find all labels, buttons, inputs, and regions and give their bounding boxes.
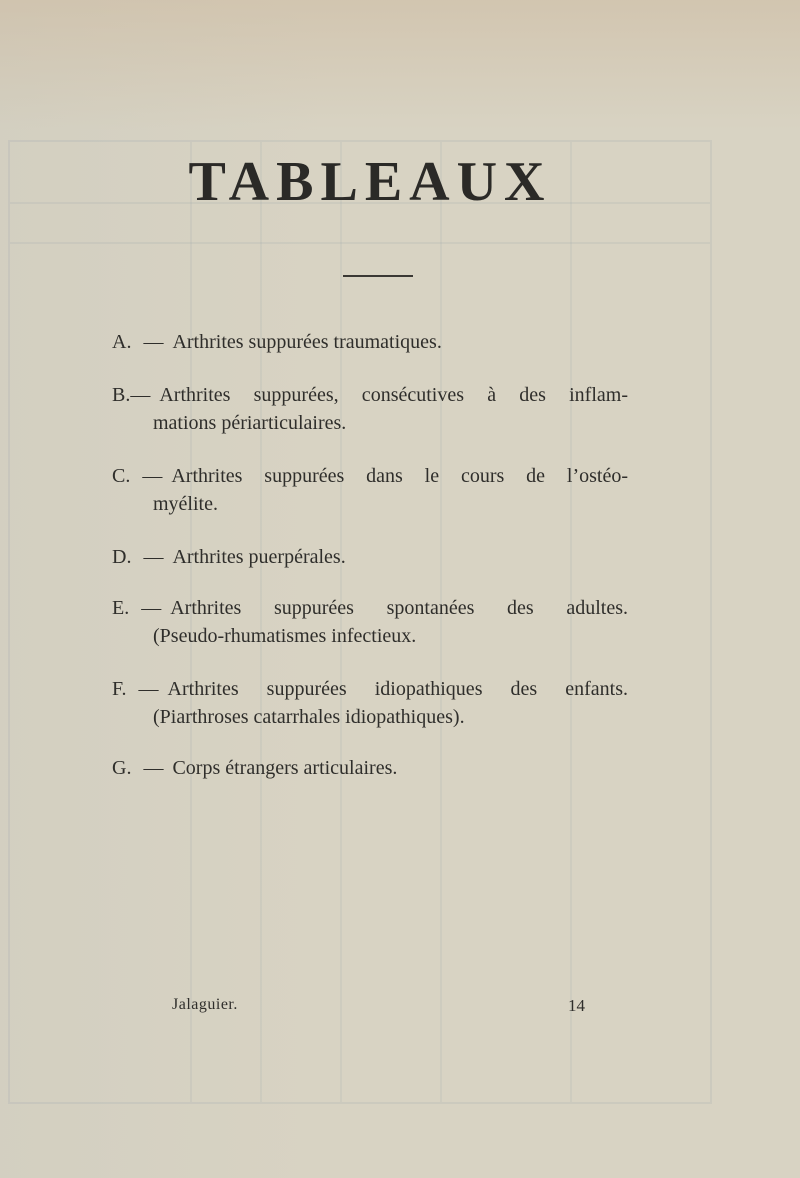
entry-dash: — [138,678,159,700]
entry-dash: — [143,331,164,353]
footer-author: Jalaguier. [172,996,238,1013]
list-item [112,754,628,782]
entry-dash: — [143,546,164,568]
entry-dash: — [143,757,164,779]
entry-text: Arthrites suppurées idiopathiques des enfants. [167,678,628,700]
list-item [112,594,628,650]
entry-letter: E. [112,597,130,619]
entry-letter: F. [112,678,127,700]
entry-dash: — [142,465,163,487]
list-item [112,675,628,731]
entry-text: Arthrites puerpérales. [172,546,346,568]
entry-continuation: (Piarthroses catarrhales idiopathiques). [153,706,465,728]
entry-text: Arthrites suppurées traumatiques. [172,331,442,353]
entry-letter: A. [112,331,132,353]
list-item [112,543,628,571]
entry-dash: — [141,597,162,619]
list-item [112,381,628,437]
entry-text: Arthrites suppurées, consécutives à des inflam- [159,384,628,406]
title-rule [343,275,413,277]
entry-text: Arthrites suppurées dans le cours de l’ostéo- [171,465,628,487]
entry-continuation: myélite. [153,493,218,515]
entry-letter: D. [112,546,132,568]
entry-text: Corps étrangers articulaires. [172,757,398,779]
entry-continuation: mations périarticulaires. [153,412,347,434]
entry-text: Arthrites suppurées spontanées des adultes. [170,597,628,619]
entry-letter: C. [112,465,131,487]
list-item [112,328,628,356]
page-number: 14 [568,996,585,1015]
page-title: TABLEAUX [188,151,552,213]
entry-continuation: (Pseudo-rhumatismes infectieux. [153,625,417,647]
list-item [112,462,628,518]
entry-letter: B. [112,384,131,406]
entry-dash: — [130,384,151,406]
entry-letter: G. [112,757,132,779]
